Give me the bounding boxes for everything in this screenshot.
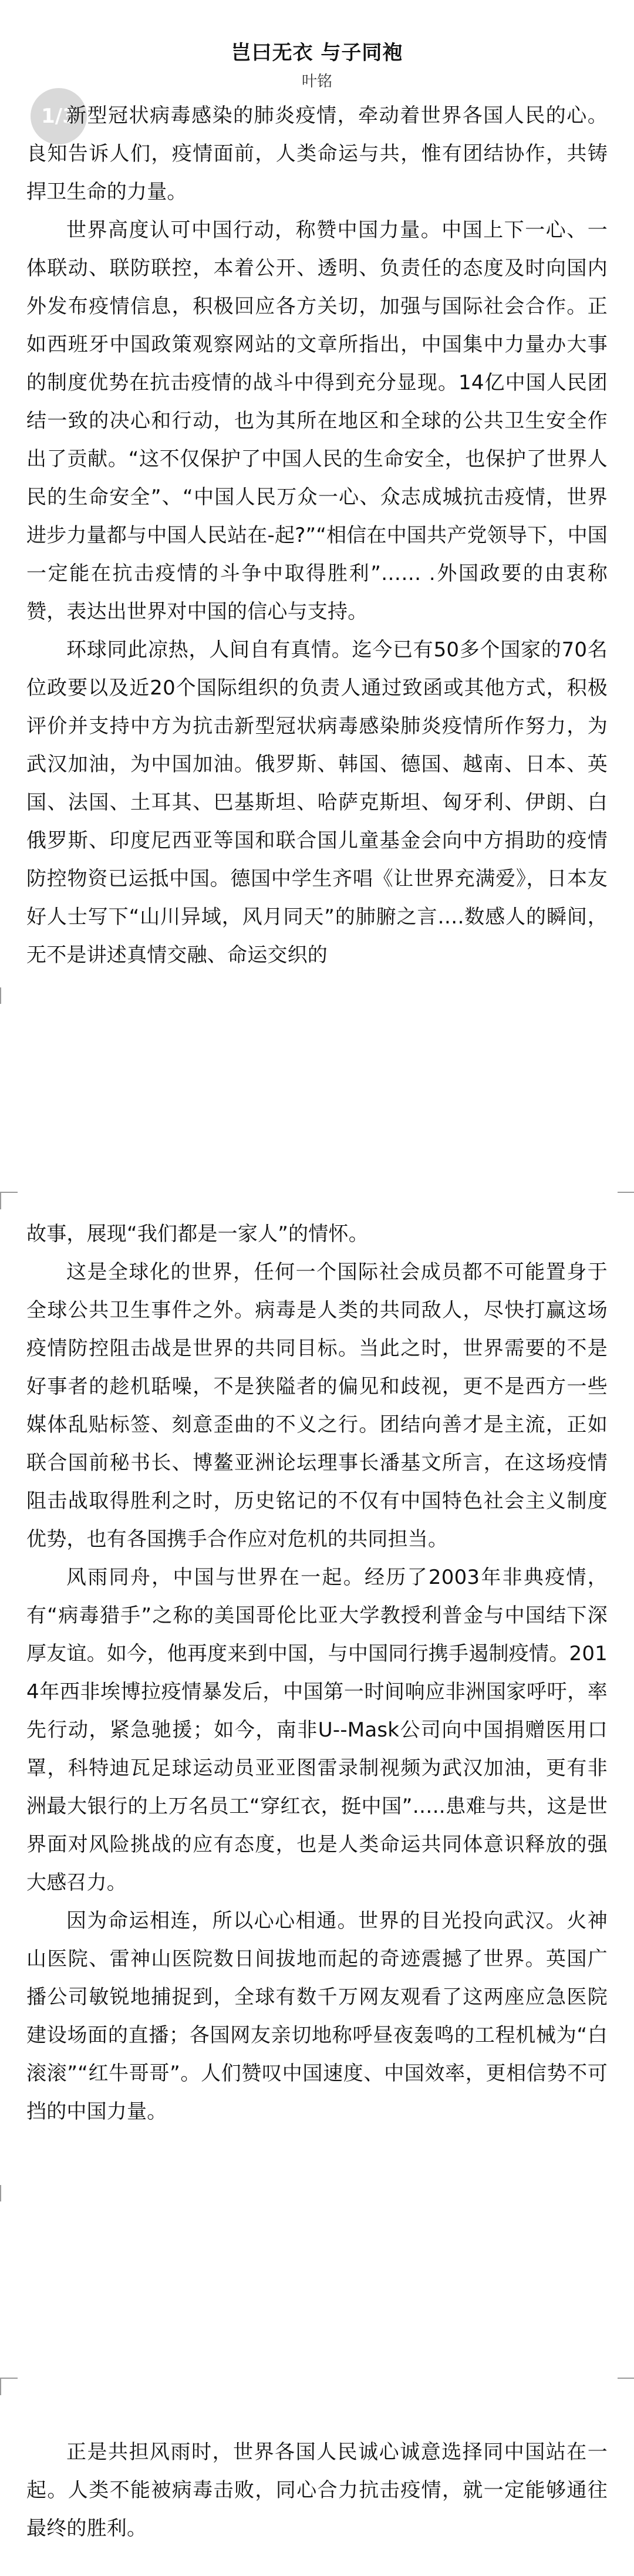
page-gap (0, 2201, 634, 2378)
page-corner-mark (618, 987, 634, 1005)
paragraph: 新型冠状病毒感染的肺炎疫情，牵动着世界各国人民的心。良知告诉人们，疫情面前，人类命运与共，惟有团结协作，共铸捍卫生命的力量。 (26, 104, 608, 204)
page-1 (0, 0, 634, 1004)
paragraph-continued: 故事，展现“我们都是一家人”的情怀。 (26, 1222, 369, 1246)
page-gap (0, 1004, 634, 1192)
page-1-body (26, 97, 608, 975)
paragraph: 风雨同舟，中国与世界在一起。经历了2003年非典疫情，有“病毒猎手”之称的美国哥伦比亚大学教授利普金与中国结下深厚友谊。如今，他再度来到中国，与中国同行携手遏制疫情。2014年西非埃博拉疫情暴发后，中国第一时间响应非洲国家呼吁，率先行动，紧急驰援；如今，南非U--Mask公司向中国捐赠医用口罩，科特迪瓦足球运动员亚亚图雷录制视频为武汉加油，更有非洲最大银行的上万名员工“穿红衣，挺中国”…..患难与共，这是世界面对风险挑战的应有态度，也是人类命运共同体意识释放的强大感召力。 (26, 1566, 608, 1894)
page-3-body (26, 2433, 608, 2548)
page-corner-mark (0, 2378, 18, 2395)
document-title: 岂曰无衣 与子同袍 (231, 41, 403, 65)
page-corner-mark (618, 2185, 634, 2203)
document-author: 叶铭 (301, 73, 332, 90)
page-corner-mark (618, 2378, 634, 2395)
page-corner-mark (0, 1192, 18, 1209)
paragraph: 正是共担风雨时，世界各国人民诚心诚意选择同中国站在一起。人类不能被病毒击败，同心合力抗击疫情，就一定能够通往最终的胜利。 (26, 2440, 608, 2540)
paragraph: 这是全球化的世界，任何一个国际社会成员都不可能置身于全球公共卫生事件之外。病毒是人类的共同敌人，尽快打赢这场疫情防控阻击战是世界的共同目标。当此之时，世界需要的不是好事者的趁机聒噪，不是狭隘者的偏见和歧视，更不是西方一些媒体乱贴标签、刻意歪曲的不义之行。团结向善才是主流，正如联合国前秘书长、博鳌亚洲论坛理事长潘基文所言，在这场疫情阻击战取得胜利之时，历史铭记的不仅有中国特色社会主义制度优势，也有各国携手合作应对危机的共同担当。 (26, 1260, 608, 1551)
page-corner-mark (618, 1192, 634, 1209)
paragraph: 因为命运相连，所以心心相通。世界的目光投向武汉。火神山医院、雷神山医院数日间拔地而起的奇迹震撼了世界。英国广播公司敏锐地捕捉到，全球有数千万网友观看了这两座应急医院建设场面的直播；各国网友亲切地称呼昼夜轰鸣的工程机械为“白滚滚”“红牛哥哥”。人们赞叹中国速度、中国效率，更相信势不可挡的中国力量。 (26, 1909, 608, 2123)
page-2-body (26, 1215, 608, 2131)
page-3 (0, 2378, 634, 2576)
paragraph: 环球同此凉热，人间自有真情。迄今已有50多个国家的70名位政要以及近20个国际组织的负责人通过致函或其他方式，积极评价并支持中方为抗击新型冠状病毒感染肺炎疫情所作努力，为武汉加油，为中国加油。俄罗斯、韩国、德国、越南、日本、英国、法国、土耳其、巴基斯坦、哈萨克斯坦、匈牙利、伊朗、白俄罗斯、印度尼西亚等国和联合国儿童基金会向中方捐助的疫情防控物资已运抵中国。德国中学生齐唱《让世界充满爱》，日本友好人士写下“山川异域，风月同天”的肺腑之言….数感人的瞬间，无不是讲述真情交融、命运交织的 (26, 638, 608, 967)
page-indicator[interactable]: 1/3 (31, 88, 87, 144)
page-corner-mark (0, 987, 18, 1005)
page-corner-mark (0, 2185, 18, 2203)
paragraph: 世界高度认可中国行动，称赞中国力量。中国上下一心、一体联动、联防联控，本着公开、透明、负责任的态度及时向国内外发布疫情信息，积极回应各方关切，加强与国际社会合作。正如西班牙中国政策观察网站的文章所指出，中国集中力量办大事的制度优势在抗击疫情的战斗中得到充分显现。14亿中国人民团结一致的决心和行动，也为其所在地区和全球的公共卫生安全作出了贡献。“这不仅保护了中国人民的生命安全，也保护了世界人民的生命安全”、“中国人民万众一心、众志成城抗击疫情，世界进步力量都与中国人民站在-起?”“相信在中国共产党领导下，中国一定能在抗击疫情的斗争中取得胜利”…… .外国政要的由衷称赞，表达出世界对中国的信心与支持。 (26, 218, 608, 623)
page-2 (0, 1192, 634, 2201)
